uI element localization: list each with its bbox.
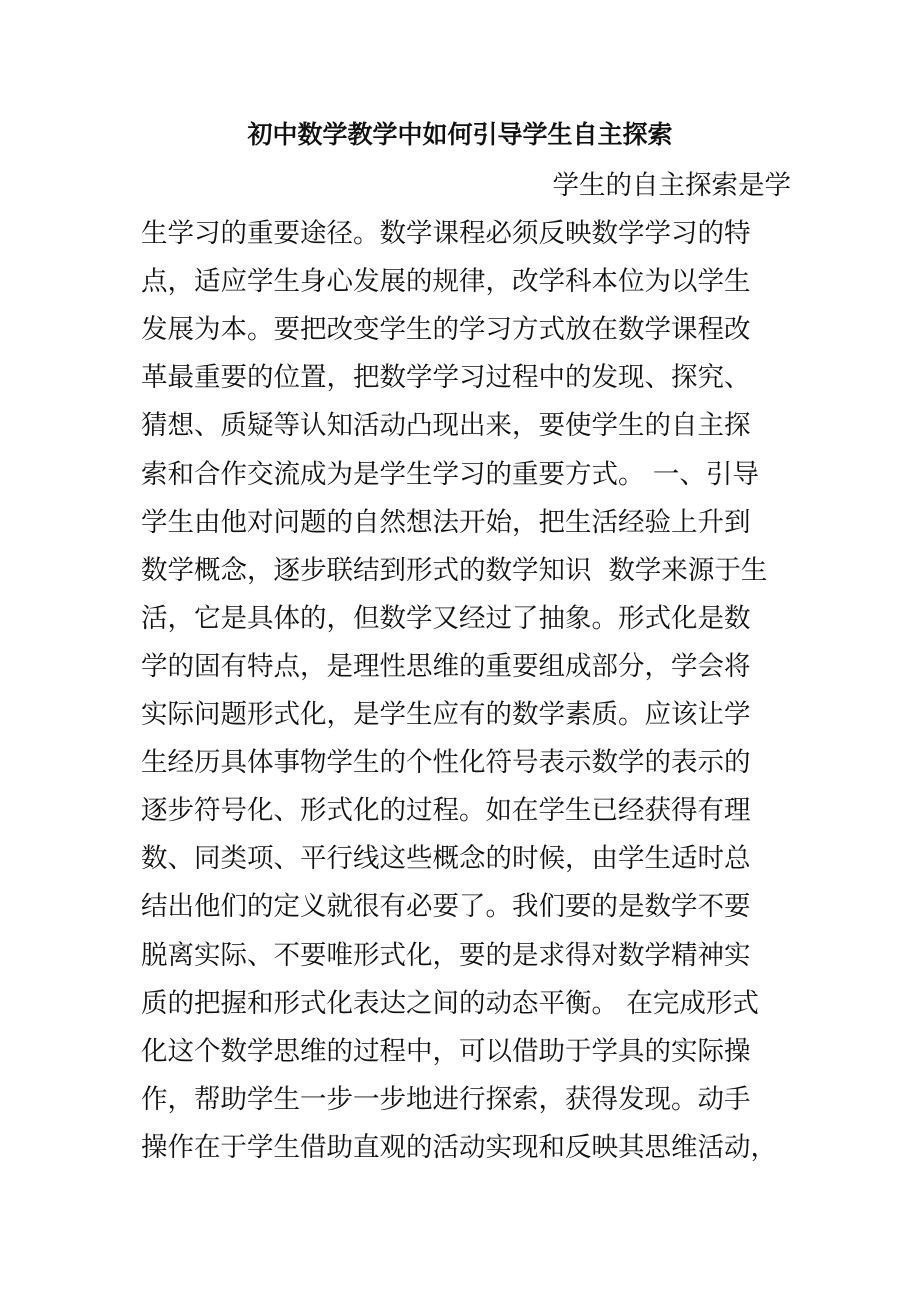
body-line: 发展为本。要把改变学生的学习方式放在数学课程改 xyxy=(141,314,751,346)
body-line: 生经历具体事物学生的个性化符号表示数学的表示的 xyxy=(141,747,751,779)
body-line: 逐步符号化、形式化的过程。如在学生已经获得有理 xyxy=(141,795,751,827)
body-line: 生学习的重要途径。数学课程必须反映数学学习的特 xyxy=(141,218,751,250)
document-title: 初中数学教学中如何引导学生自主探索 xyxy=(247,120,673,149)
body-line: 学生的自主探索是学 xyxy=(552,170,791,201)
body-line: 实际问题形式化，是学生应有的数学素质。应该让学 xyxy=(141,699,751,731)
body-line: 化这个数学思维的过程中，可以借助于学具的实际操 xyxy=(141,1035,751,1067)
body-line: 数、同类项、平行线这些概念的时候，由学生适时总 xyxy=(141,843,751,875)
body-line: 脱离实际、不要唯形式化，要的是求得对数学精神实 xyxy=(141,939,751,971)
body-line: 索和合作交流成为是学生学习的重要方式。 一、引导 xyxy=(141,458,759,490)
body-line: 猜想、质疑等认知活动凸现出来，要使学生的自主探 xyxy=(141,410,751,442)
body-line: 学的固有特点，是理性思维的重要组成部分，学会将 xyxy=(141,650,751,682)
body-line: 操作在于学生借助直观的活动实现和反映其思维活动， xyxy=(141,1131,777,1163)
document-body xyxy=(141,168,791,1178)
body-line: 活，它是具体的，但数学又经过了抽象。形式化是数 xyxy=(141,602,751,634)
body-line: 数学概念，逐步联结到形式的数学知识 数学来源于生 xyxy=(141,554,768,586)
body-line: 点，适应学生身心发展的规律，改学科本位为以学生 xyxy=(141,266,751,298)
body-line: 结出他们的定义就很有必要了。我们要的是数学不要 xyxy=(141,891,751,923)
body-line: 质的把握和形式化表达之间的动态平衡。 在完成形式 xyxy=(141,987,759,1019)
body-line: 学生由他对问题的自然想法开始，把生活经验上升到 xyxy=(141,506,751,538)
body-line: 革最重要的位置，把数学学习过程中的发现、探究、 xyxy=(141,362,751,394)
body-line: 作，帮助学生一步一步地进行探索，获得发现。动手 xyxy=(141,1083,751,1115)
